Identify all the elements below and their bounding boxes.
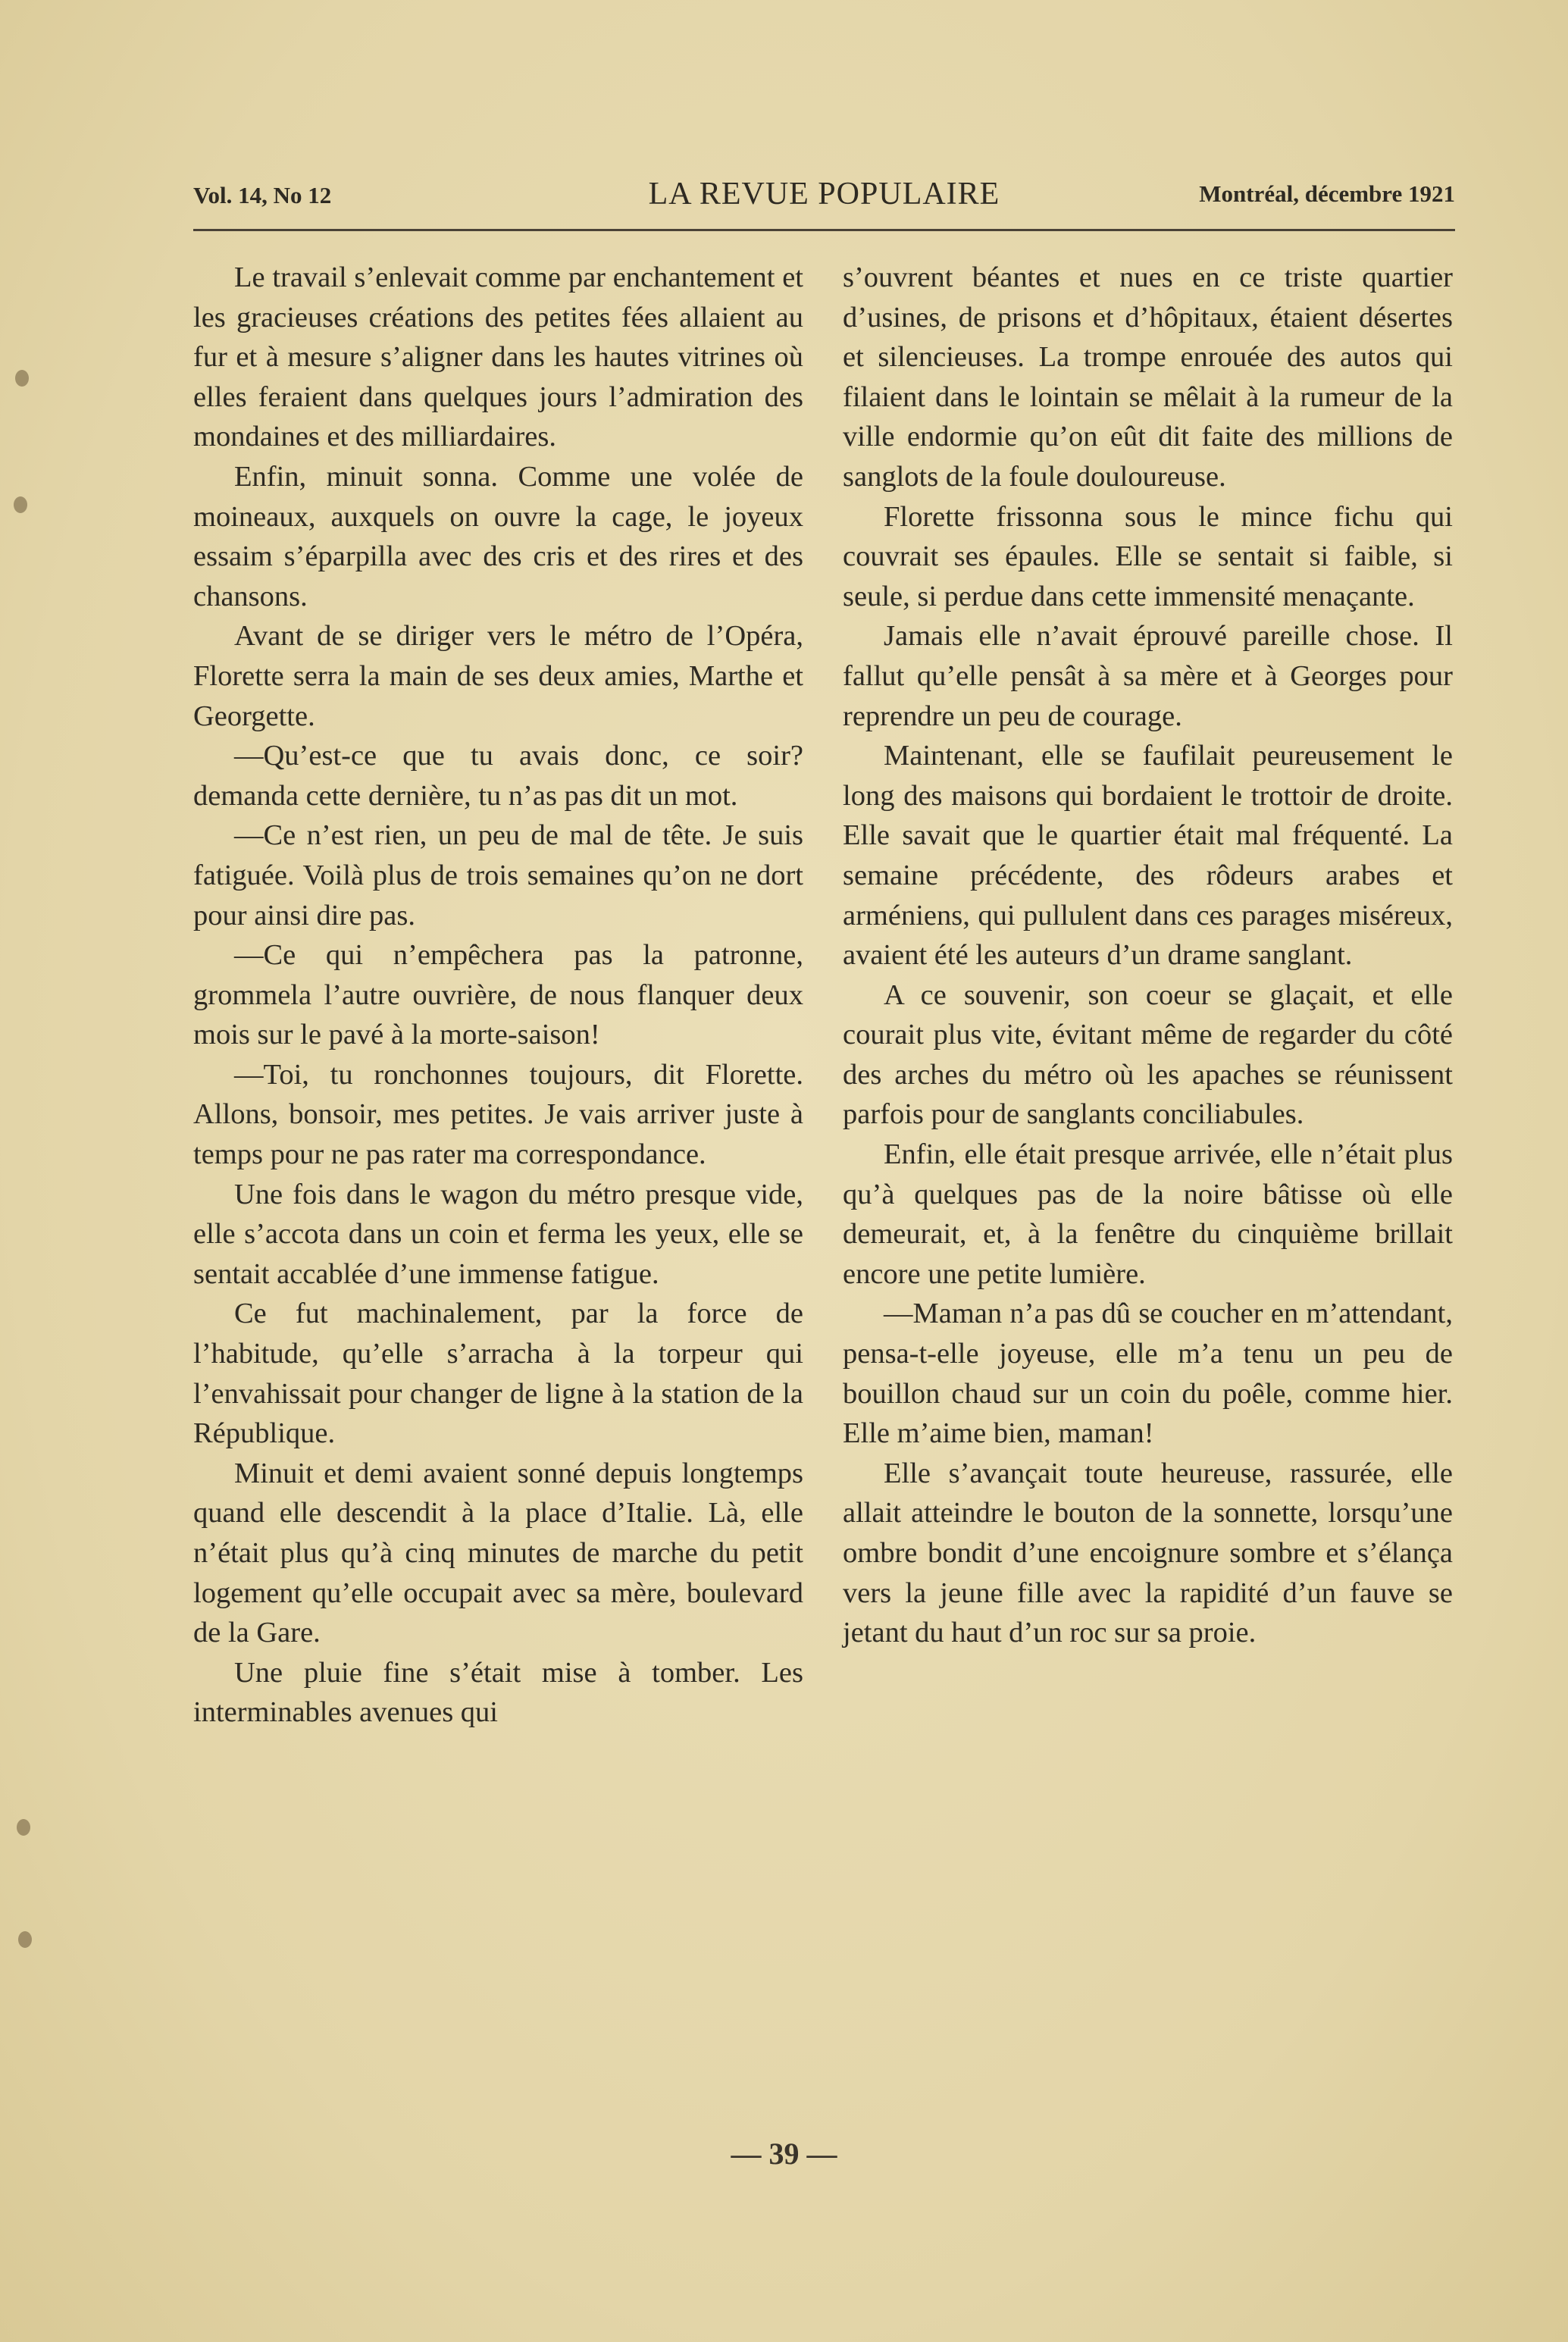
- ink-speck: [15, 370, 29, 387]
- ink-speck: [17, 1819, 30, 1836]
- paragraph: Maintenant, elle se faufilait peureusement le long des maisons qui bordaient le trottoir de droite. Elle savait que le quartier était mal fréquenté. La semaine précédente, des rôdeurs arabes et arméniens, qui pullulent dans ces parages miséreux, avaient été les auteurs d’un drame sanglant.: [843, 740, 1453, 972]
- paragraph: —Maman n’a pas dû se coucher en m’attendant, pensa-t-elle joyeuse, elle m’a tenu un peu de bouillon chaud sur un coin du poêle, comme hier. Elle m’aime bien, maman!: [843, 1298, 1453, 1450]
- paragraph: Ce fut machinalement, par la force de l’habitude, qu’elle s’arracha à la torpeur qui l’envahissait pour changer de ligne à la station de la République.: [193, 1298, 803, 1450]
- right-column: [843, 258, 1453, 1653]
- magazine-title: LA REVUE POPULAIRE: [648, 177, 1000, 211]
- paragraph: Enfin, minuit sonna. Comme une volée de moineaux, auxquels on ouvre la cage, le joyeux essaim s’éparpilla avec des cris et des rires et des chansons.: [193, 460, 803, 612]
- paragraph: Une pluie fine s’était mise à tomber. Les interminables avenues qui: [193, 1656, 803, 1729]
- paragraph: Avant de se diriger vers le métro de l’Opéra, Florette serra la main de ses deux amies, Marthe et Georgette.: [193, 620, 803, 732]
- ink-speck: [14, 496, 27, 513]
- place-date: Montréal, décembre 1921: [1199, 180, 1455, 207]
- paragraph: Enfin, elle était presque arrivée, elle n’était plus qu’à quelques pas de la noire bâtisse où elle demeurait, et, à la fenêtre du cinquième brillait encore une petite lumière.: [843, 1138, 1453, 1290]
- paragraph: —Qu’est-ce que tu avais donc, ce soir? demanda cette dernière, tu n’as pas dit un mot.: [193, 740, 803, 812]
- paragraph: Jamais elle n’avait éprouvé pareille chose. Il fallut qu’elle pensât à sa mère et à Georges pour reprendre un peu de courage.: [843, 620, 1453, 732]
- ink-speck: [18, 1931, 32, 1948]
- paragraph: —Ce qui n’empêchera pas la patronne, grommela l’autre ouvrière, de nous flanquer deux mois sur le pavé à la morte-saison!: [193, 939, 803, 1051]
- left-column: [193, 258, 803, 1733]
- paragraph: Minuit et demi avaient sonné depuis longtemps quand elle descendit à la place d’Italie. Là, elle n’était plus qu’à cinq minutes de marche du petit logement qu’elle occupait avec sa mère, boulevard de la Gare.: [193, 1457, 803, 1649]
- paragraph: —Ce n’est rien, un peu de mal de tête. Je suis fatiguée. Voilà plus de trois semaines qu’on ne dort pour ainsi dire pas.: [193, 819, 803, 931]
- volume-number: Vol. 14, No 12: [193, 182, 332, 208]
- paragraph: Elle s’avançait toute heureuse, rassurée, elle allait atteindre le bouton de la sonnette, lorsqu’une ombre bondit d’une encoignure sombre et s’élança vers la jeune fille avec la rapidité d’un fauve se jetant du haut d’un roc sur sa proie.: [843, 1457, 1453, 1649]
- paragraph: —Toi, tu ronchonnes toujours, dit Florette. Allons, bonsoir, mes petites. Je vais arriver juste à temps pour ne pas rater ma correspondance.: [193, 1058, 803, 1171]
- paragraph: Le travail s’enlevait comme par enchantement et les gracieuses créations des petites fées allaient au fur et à mesure s’aligner dans les hautes vitrines où elles feraient dans quelques jours l’admiration des mondaines et des milliardaires.: [193, 261, 803, 453]
- header-rule: [193, 229, 1455, 231]
- paragraph: A ce souvenir, son coeur se glaçait, et elle courait plus vite, évitant même de regarder du côté des arches du métro où les apaches se réunissent parfois pour de sanglants conciliabules.: [843, 978, 1453, 1131]
- paragraph: Florette frissonna sous le mince fichu qui couvrait ses épaules. Elle se sentait si faible, si seule, si perdue dans cette immensité menaçante.: [843, 500, 1453, 612]
- page-number: — 39 —: [731, 2137, 837, 2171]
- running-header: [193, 176, 1455, 221]
- paragraph: Une fois dans le wagon du métro presque vide, elle s’accota dans un coin et ferma les yeux, elle se sentait accablée d’une immense fatigue.: [193, 1178, 803, 1290]
- paragraph: s’ouvrent béantes et nues en ce triste quartier d’usines, de prisons et d’hôpitaux, étaient désertes et silencieuses. La trompe enrouée des autos qui filaient dans le lointain se mêlait à la rumeur de la ville endormie qu’on eût dit faite des millions de sanglots de la foule douloureuse.: [843, 261, 1453, 493]
